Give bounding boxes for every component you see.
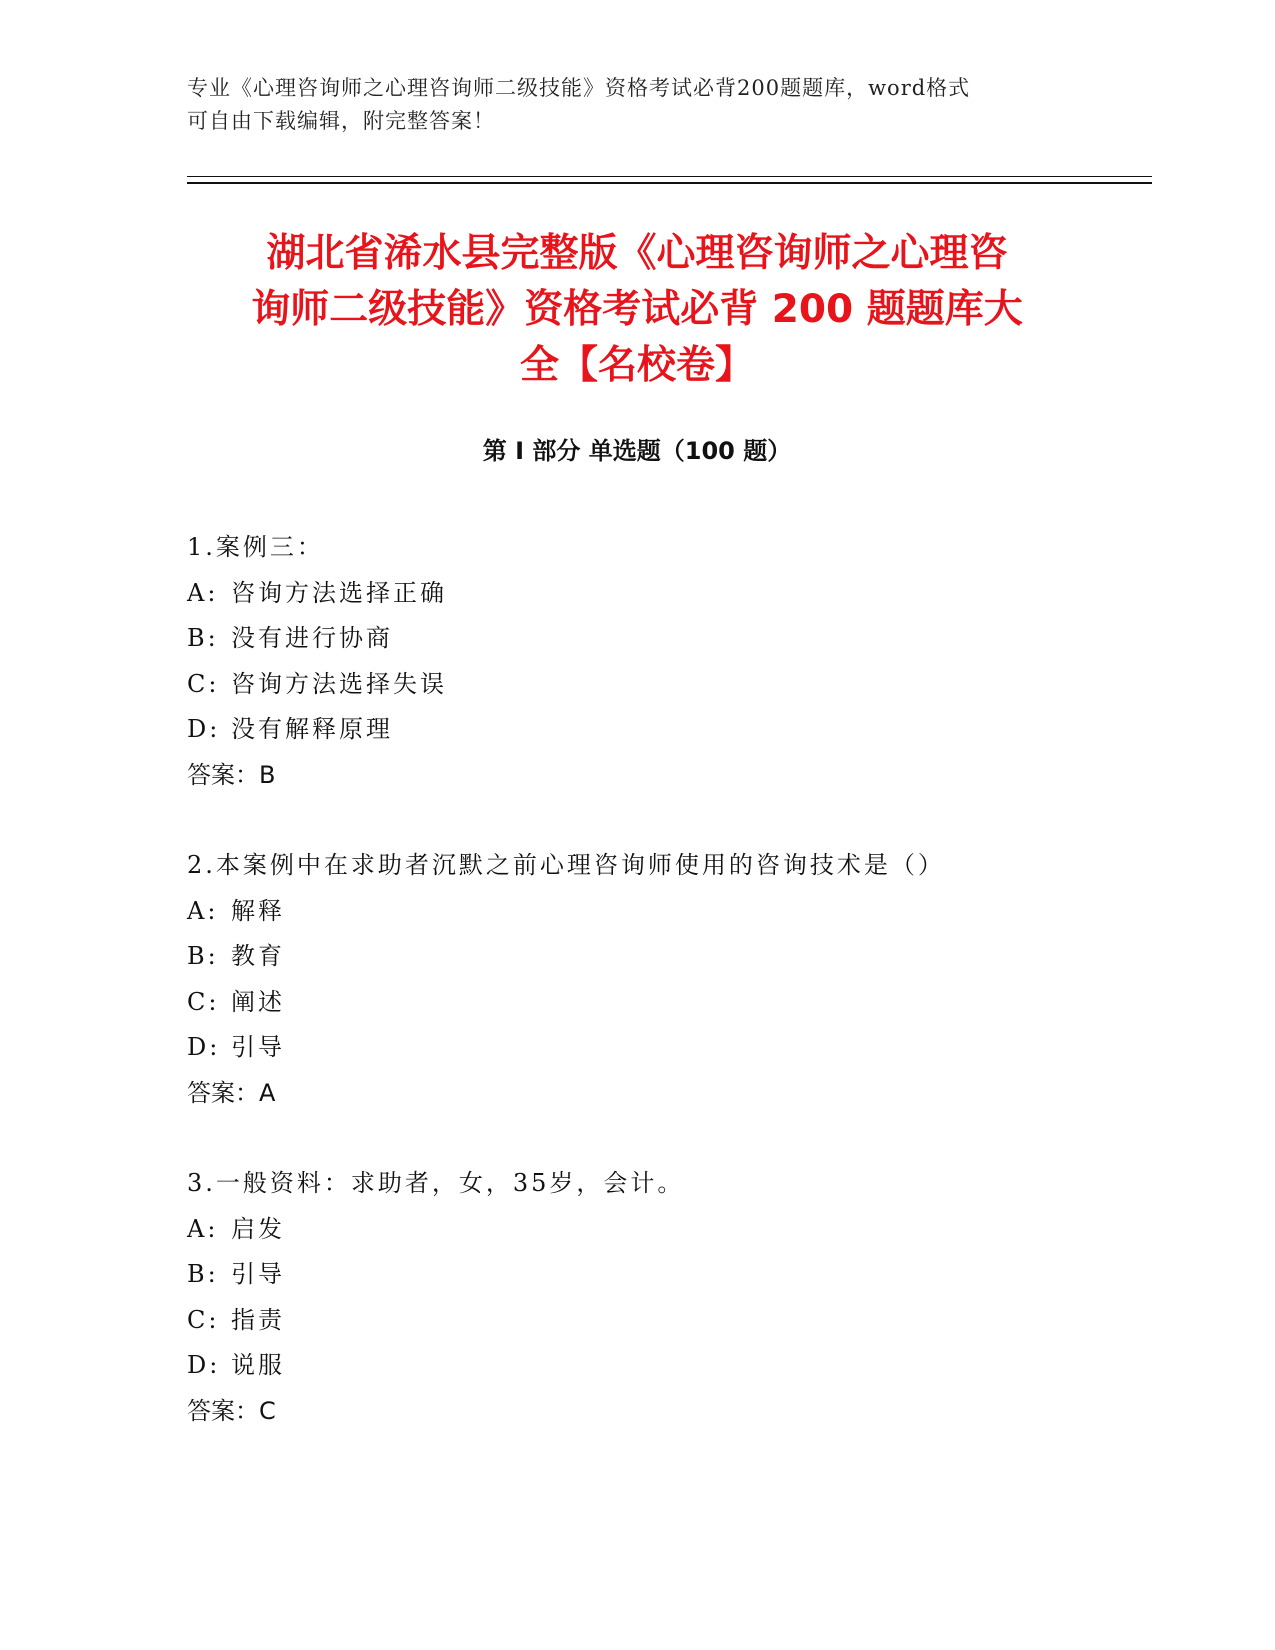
question-1 [187, 525, 1087, 798]
option-c [187, 1298, 1087, 1344]
option-c [187, 662, 1087, 708]
option-text: 教育 [231, 942, 285, 970]
answer-line: 答案：A [187, 1078, 276, 1107]
option-text: 没有进行协商 [231, 624, 393, 652]
header-divider-thick [187, 182, 1152, 184]
header-note-line-1: 专业《心理咨询师之心理咨询师二级技能》资格考试必背200题题库，word格式 [187, 76, 971, 100]
option-letter: D: [187, 715, 221, 743]
option-text: 指责 [231, 1305, 285, 1334]
option-text: 咨询方法选择正确 [231, 578, 447, 607]
question-stem: 1.案例三： [187, 533, 324, 561]
option-letter: D: [187, 1033, 221, 1061]
answer-line: 答案：C [187, 1396, 276, 1425]
document-title-line-3: 全【名校卷】 [519, 343, 754, 388]
option-letter: A: [187, 578, 219, 607]
question-stem: 3.一般资料：求助者，女，35岁，会计。 [187, 1169, 685, 1197]
option-b [187, 616, 1087, 662]
option-text: 启发 [231, 1214, 285, 1243]
option-text: 引导 [231, 1260, 285, 1288]
header-note [187, 72, 1087, 138]
option-b [187, 1252, 1087, 1298]
question-stem: 2.本案例中在求助者沉默之前心理咨询师使用的咨询技术是（） [187, 851, 945, 879]
option-text: 没有解释原理 [231, 715, 393, 743]
option-a [187, 1207, 1087, 1253]
option-letter: A: [187, 896, 219, 925]
header-note-line-2: 可自由下载编辑，附完整答案！ [187, 109, 495, 133]
option-letter: D: [187, 1351, 221, 1379]
option-a [187, 571, 1087, 617]
document-title [187, 226, 1087, 394]
option-letter: B: [187, 624, 219, 652]
option-text: 咨询方法选择失误 [231, 669, 447, 698]
document-title-line-2: 询师二级技能》资格考试必背 200 题题库大 [251, 287, 1023, 332]
option-c [187, 980, 1087, 1026]
option-letter: C: [187, 1305, 220, 1334]
option-letter: C: [187, 669, 220, 698]
option-letter: B: [187, 942, 219, 970]
question-2 [187, 843, 1087, 1116]
document-title-line-1: 湖北省浠水县完整版《心理咨询师之心理咨 [266, 231, 1008, 276]
option-text: 引导 [231, 1033, 285, 1061]
option-b [187, 934, 1087, 980]
header-divider-thin [187, 176, 1152, 177]
option-letter: A: [187, 1214, 219, 1243]
option-text: 说服 [231, 1351, 285, 1379]
answer-line: 答案：B [187, 760, 276, 789]
option-letter: C: [187, 987, 220, 1016]
option-letter: B: [187, 1260, 219, 1288]
option-text: 解释 [231, 896, 285, 925]
option-d [187, 707, 1087, 753]
section-heading: 第 I 部分 单选题（100 题） [482, 437, 792, 465]
option-text: 阐述 [231, 987, 285, 1016]
question-3 [187, 1161, 1087, 1434]
option-a [187, 889, 1087, 935]
option-d [187, 1025, 1087, 1071]
option-d [187, 1343, 1087, 1389]
